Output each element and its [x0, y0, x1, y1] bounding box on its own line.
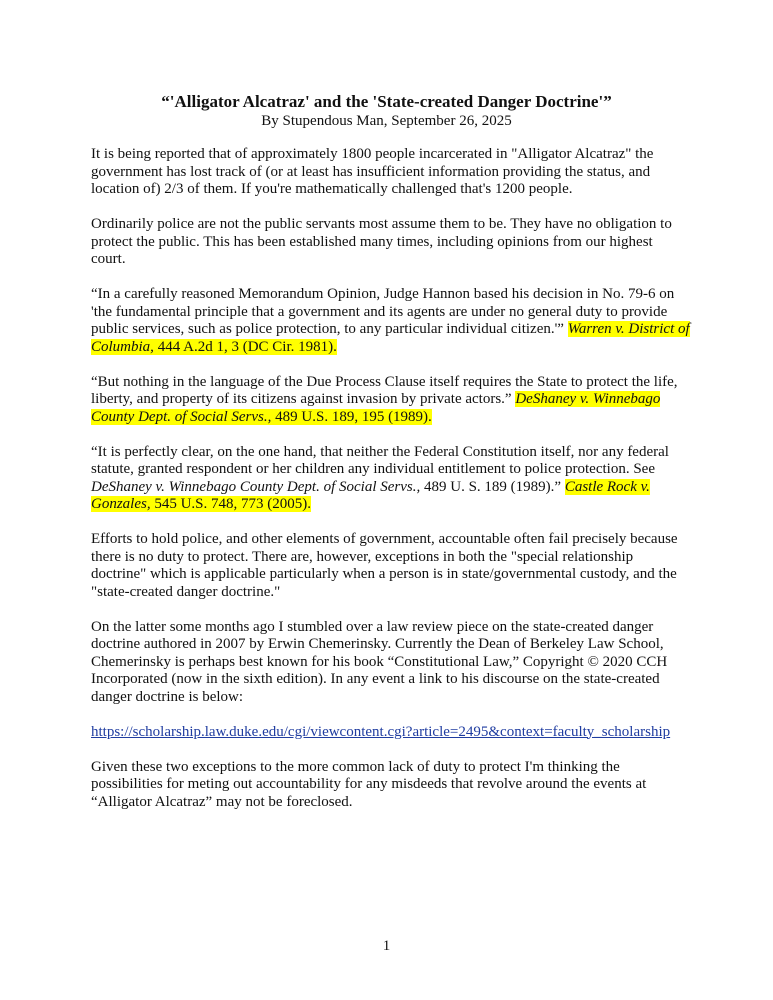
paragraph-police-duty: Ordinarily police are not the public servants most assume them to be. They have no obligation to protect the public. This has been established many times, including opinions from our highest court. — [91, 216, 672, 267]
paragraph-intro: It is being reported that of approximately 1800 people incarcerated in "Alligator Alcatraz" the government has lost track of (or at least has insufficient information providing the status, and location of) 2/3 of them. If you're mathematically challenged that's 1200 people. — [91, 146, 654, 197]
inline-case-name: DeShaney v. Winnebago County Dept. of Social Servs., — [91, 478, 421, 495]
link-paragraph — [91, 724, 691, 742]
citation-case-name: DeShaney v. Winnebago County Dept. of Social Servs., — [91, 391, 661, 425]
paragraph-deshaney-quote — [91, 374, 691, 427]
paragraph-warren-quote — [91, 286, 691, 356]
citation-case-name: Castle Rock v. Gonzales, — [91, 478, 650, 512]
document-body — [91, 146, 691, 829]
document-header — [0, 92, 773, 130]
page-number: 1 — [382, 938, 391, 954]
quote-text: “But nothing in the language of the Due Process Clause itself requires the State to protect the life, liberty, and property of its citizens against invasion by private actors.” — [91, 373, 678, 407]
citation-reference: 444 A.2d 1, 3 (DC Cir. 1981). — [153, 338, 337, 355]
citation-reference: 545 U.S. 748, 773 (2005). — [150, 496, 312, 512]
paragraph-chemerinsky: On the latter some months ago I stumbled over a law review piece on the state-created danger doctrine authored in 2007 by Erwin Chemerinsky. Currently the Dean of Berkeley Law School, Chemerinsky is perhaps best known for his book “Constitutional Law,” Copyright © 2020 CCH Incorporated (now in the sixth edition). In any event a link to his discourse on the state-created danger doctrine is below: — [91, 618, 668, 705]
paragraph-conclusion: Given these two exceptions to the more common lack of duty to protect I'm thinking the possibilities for meting out accountability for any misdeeds that revolve around the events at “Alligator Alcatraz” may not be foreclosed. — [91, 758, 647, 810]
citation-case-name: Warren v. District of Columbia, — [91, 321, 690, 355]
page-title: “'Alligator Alcatraz' and the 'State-created Danger Doctrine'” — [161, 92, 612, 111]
quote-text-end: 489 U. S. 189 (1989).” — [420, 478, 565, 495]
quote-text: “It is perfectly clear, on the one hand, that neither the Federal Constitution itself, nor any federal statute, granted respondent or her children any individual entitlement to police protection. See — [91, 443, 669, 477]
paragraph-exceptions: Efforts to hold police, and other elements of government, accountable often fail precisely because there is no duty to protect. There are, however, exceptions in both the "special relationship doctrine" which is applicable particularly when a person is in state/governmental custody, and the "state-created danger doctrine." — [91, 531, 678, 600]
quote-text: “In a carefully reasoned Memorandum Opinion, Judge Hannon based his decision in No. 79-6 on 'the fundamental principle that a government and its agents are under no general duty to provide public services, such as police protection, to any particular individual citizen.'” — [91, 286, 675, 337]
paragraph-castle-rock-quote — [91, 444, 691, 514]
byline: By Stupendous Man, September 26, 2025 — [261, 113, 512, 129]
law-review-link[interactable]: https://scholarship.law.duke.edu/cgi/viewcontent.cgi?article=2495&context=faculty_scholarship — [91, 723, 671, 740]
citation-reference: 489 U.S. 189, 195 (1989). — [271, 408, 432, 425]
